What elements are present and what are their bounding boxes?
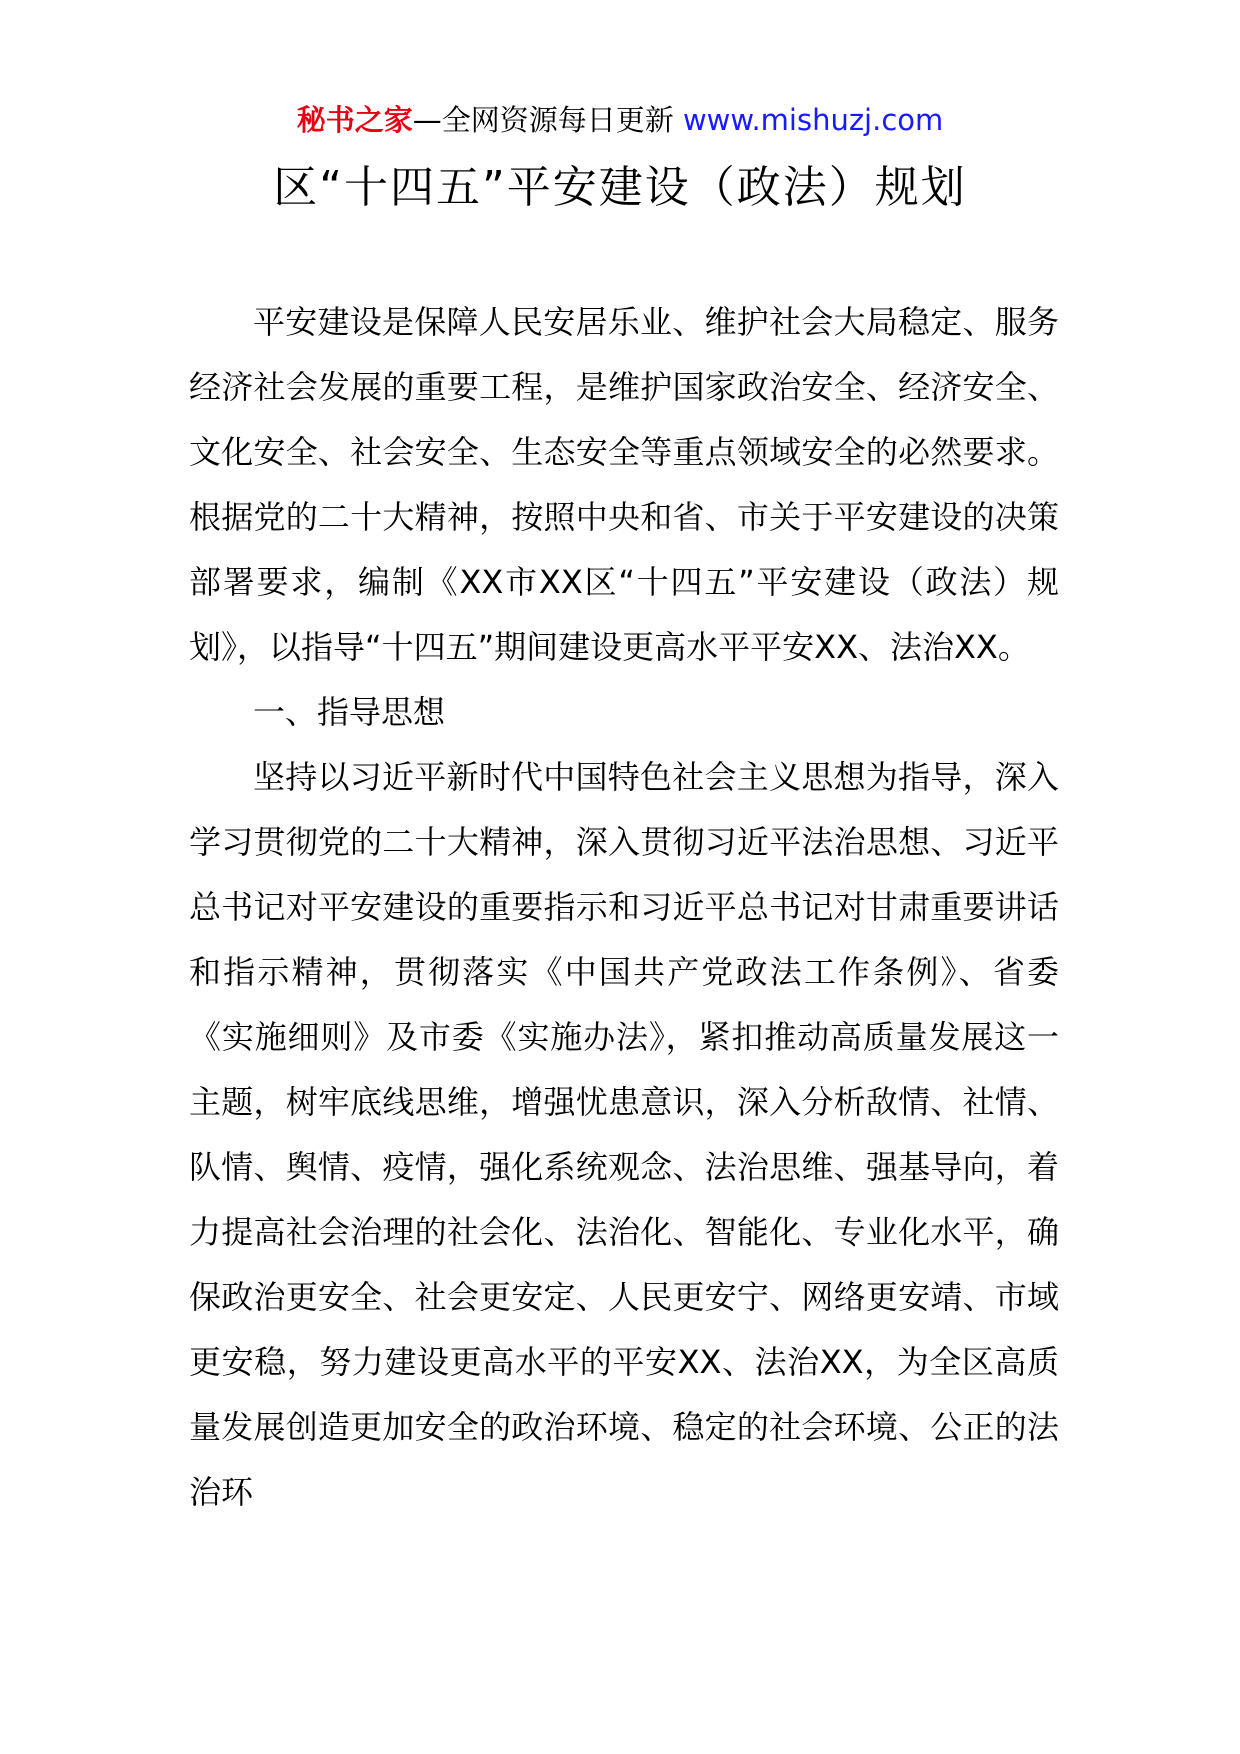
- brand-name: 秘书之家: [296, 103, 413, 137]
- watermark-header: [0, 100, 1240, 140]
- document-title: 区“十四五”平安建设（政法）规划: [273, 162, 967, 213]
- intro-paragraph: 平安建设是保障人民安居乐业、维护社会大局稳定、服务经济社会发展的重要工程，是维护国家政治安全、经济安全、文化安全、社会安全、生态安全等重点领域安全的必然要求。根据党的二十大精神，按照中央和省、市关于平安建设的决策部署要求，编制《XX市XX区“十四五”平安建设（政法）规划》，以指导“十四五”期间建设更高水平平安XX、法治XX。: [189, 303, 1059, 666]
- section-paragraph-guiding-thought: 坚持以习近平新时代中国特色社会主义思想为指导，深入学习贯彻党的二十大精神，深入贯彻习近平法治思想、习近平总书记对平安建设的重要指示和习近平总书记对甘肃重要讲话和指示精神，贯彻落实《中国共产党政法工作条例》、省委《实施细则》及市委《实施办法》，紧扣推动高质量发展这一主题，树牢底线思维，增强忧患意识，深入分析敌情、社情、队情、舆情、疫情，强化系统观念、法治思维、强基导向，着力提高社会治理的社会化、法治化、智能化、专业化水平，确保政治更安全、社会更安定、人民更安宁、网络更安靖、市域更安稳，努力建设更高水平的平安XX、法治XX，为全区高质量发展创造更加安全的政治环境、稳定的社会环境、公正的法治环: [189, 758, 1059, 1511]
- section-heading-guiding-thought: 一、指导思想: [253, 693, 446, 731]
- brand-url[interactable]: www.mishuzj.com: [682, 103, 944, 137]
- brand-slogan: —全网资源每日更新: [412, 103, 674, 137]
- document-body: [189, 290, 1059, 1525]
